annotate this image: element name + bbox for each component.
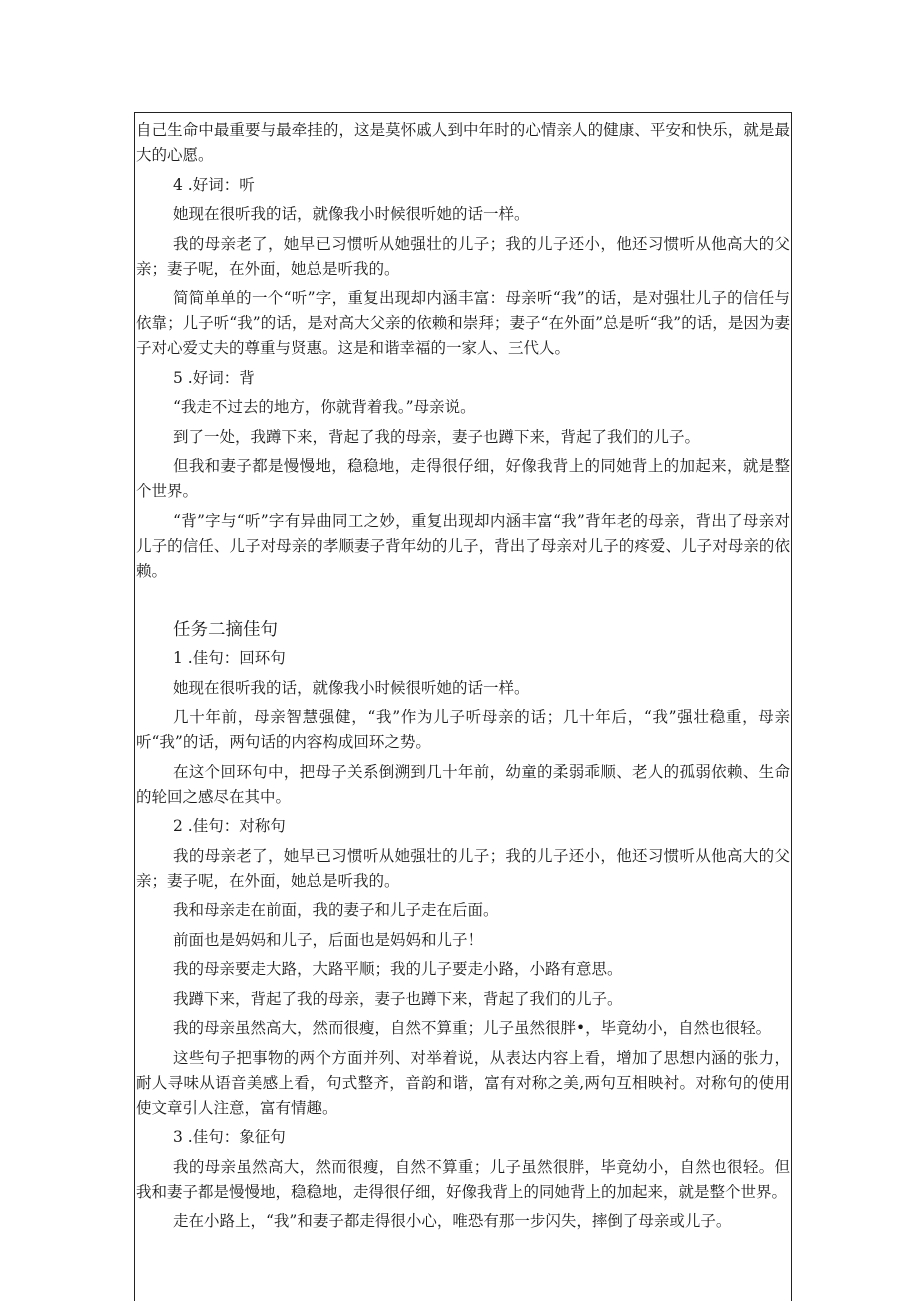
paragraph: 我的母亲虽然高大，然而很瘦，自然不算重；儿子虽然很胖•，毕竟幼小，自然也很轻。 <box>173 1019 772 1037</box>
paragraph: 她现在很听我的话，就像我小时候很听她的话一样。 <box>173 678 530 697</box>
paragraph: 这些句子把事物的两个方面并列、对举着说，从表达内容上看，增加了思想内涵的张力，耐人寻味从语音美感上看，句式整齐，音韵和谐，富有对称之美,两句互相映衬。对称句的使用使文章引人注意，富有情趣。 <box>136 1048 790 1117</box>
paragraph: 我蹲下来，背起了我的母亲，妻子也蹲下来，背起了我们的儿子。 <box>173 989 623 1008</box>
paragraph: 简简单单的一个“听”字，重复出现却内涵丰富：母亲听“我”的话，是对强壮儿子的信任与依靠；儿子听“我”的话，是对高大父亲的依赖和崇拜；妻子“在外面”总是听“我”的话，是因为妻子对心爱丈夫的尊重与贤惠。这是和谐幸福的一家人、三代人。 <box>136 289 790 357</box>
paragraph: 我和母亲走在前面，我的妻子和儿子走在后面。 <box>173 901 499 919</box>
paragraph: 她现在很听我的话，就像我小时候很听她的话一样。 <box>173 205 530 223</box>
paragraph: 自己生命中最重要与最牵挂的，这是莫怀戚人到中年时的心情亲人的健康、平安和快乐，就是最大的心愿。 <box>136 121 790 164</box>
paragraph: 但我和妻子都是慢慢地，稳稳地，走得很仔细，好像我背上的同她背上的加起来，就是整个世界。 <box>136 457 790 500</box>
item-label-symmetric: 2 .佳句：对称句 <box>173 817 286 835</box>
document-body <box>136 118 790 1239</box>
paragraph: 几十年前，母亲智慧强健，“我”作为儿子听母亲的话；几十年后，“我”强壮稳重，母亲听“我”的话，两句话的内容构成回环之势。 <box>136 708 790 751</box>
paragraph: 我的母亲老了，她早已习惯听从她强壮的儿子；我的儿子还小，他还习惯听从他高大的父亲；妻子呢，在外面，她总是听我的。 <box>136 234 790 278</box>
paragraph: 走在小路上，“我”和妻子都走得很小心，唯恐有那一步闪失，摔倒了母亲或儿子。 <box>173 1212 732 1230</box>
item-label-symbolic: 3 .佳句：象征句 <box>173 1128 286 1146</box>
paragraph: 到了一处，我蹲下来，背起了我的母亲，妻子也蹲下来，背起了我们的儿子。 <box>173 427 701 446</box>
item-label-good-word-listen: 4 .好词：听 <box>173 175 255 194</box>
item-label-good-word-carry: 5 .好词：背 <box>173 368 255 387</box>
paragraph: 我的母亲要走大路，大路平顺；我的儿子要走小路，小路有意思。 <box>173 960 623 978</box>
paragraph: 前面也是妈妈和儿子，后面也是妈妈和儿子！ <box>173 930 484 949</box>
paragraph: “背”字与“听”字有异曲同工之妙，重复出现却内涵丰富“我”背年老的母亲，背出了母亲对儿子的信任、儿子对母亲的孝顺妻子背年幼的儿子，背出了母亲对儿子的疼爱、儿子对母亲的依赖。 <box>136 511 790 580</box>
item-label-palindrome: 1 .佳句：回环句 <box>173 649 286 667</box>
paragraph: 我的母亲虽然高大，然而很瘦，自然不算重；儿子虽然很胖，毕竟幼小，自然也很轻。但我和妻子都是慢慢地，稳稳地，走得很仔细，好像我背上的同她背上的加起来，就是整个世界。 <box>136 1157 790 1201</box>
paragraph: 在这个回环句中，把母子关系倒溯到几十年前，幼童的柔弱乖顺、老人的孤弱依赖、生命的轮回之感尽在其中。 <box>136 762 790 806</box>
paragraph: “我走不过去的地方，你就背着我。”母亲说。 <box>173 398 476 416</box>
section-heading: 任务二摘佳句 <box>173 620 278 640</box>
section-spacer <box>136 588 790 618</box>
paragraph: 我的母亲老了，她早已习惯听从她强壮的儿子；我的儿子还小，他还习惯听从他高大的父亲；妻子呢，在外面，她总是听我的。 <box>136 846 790 890</box>
